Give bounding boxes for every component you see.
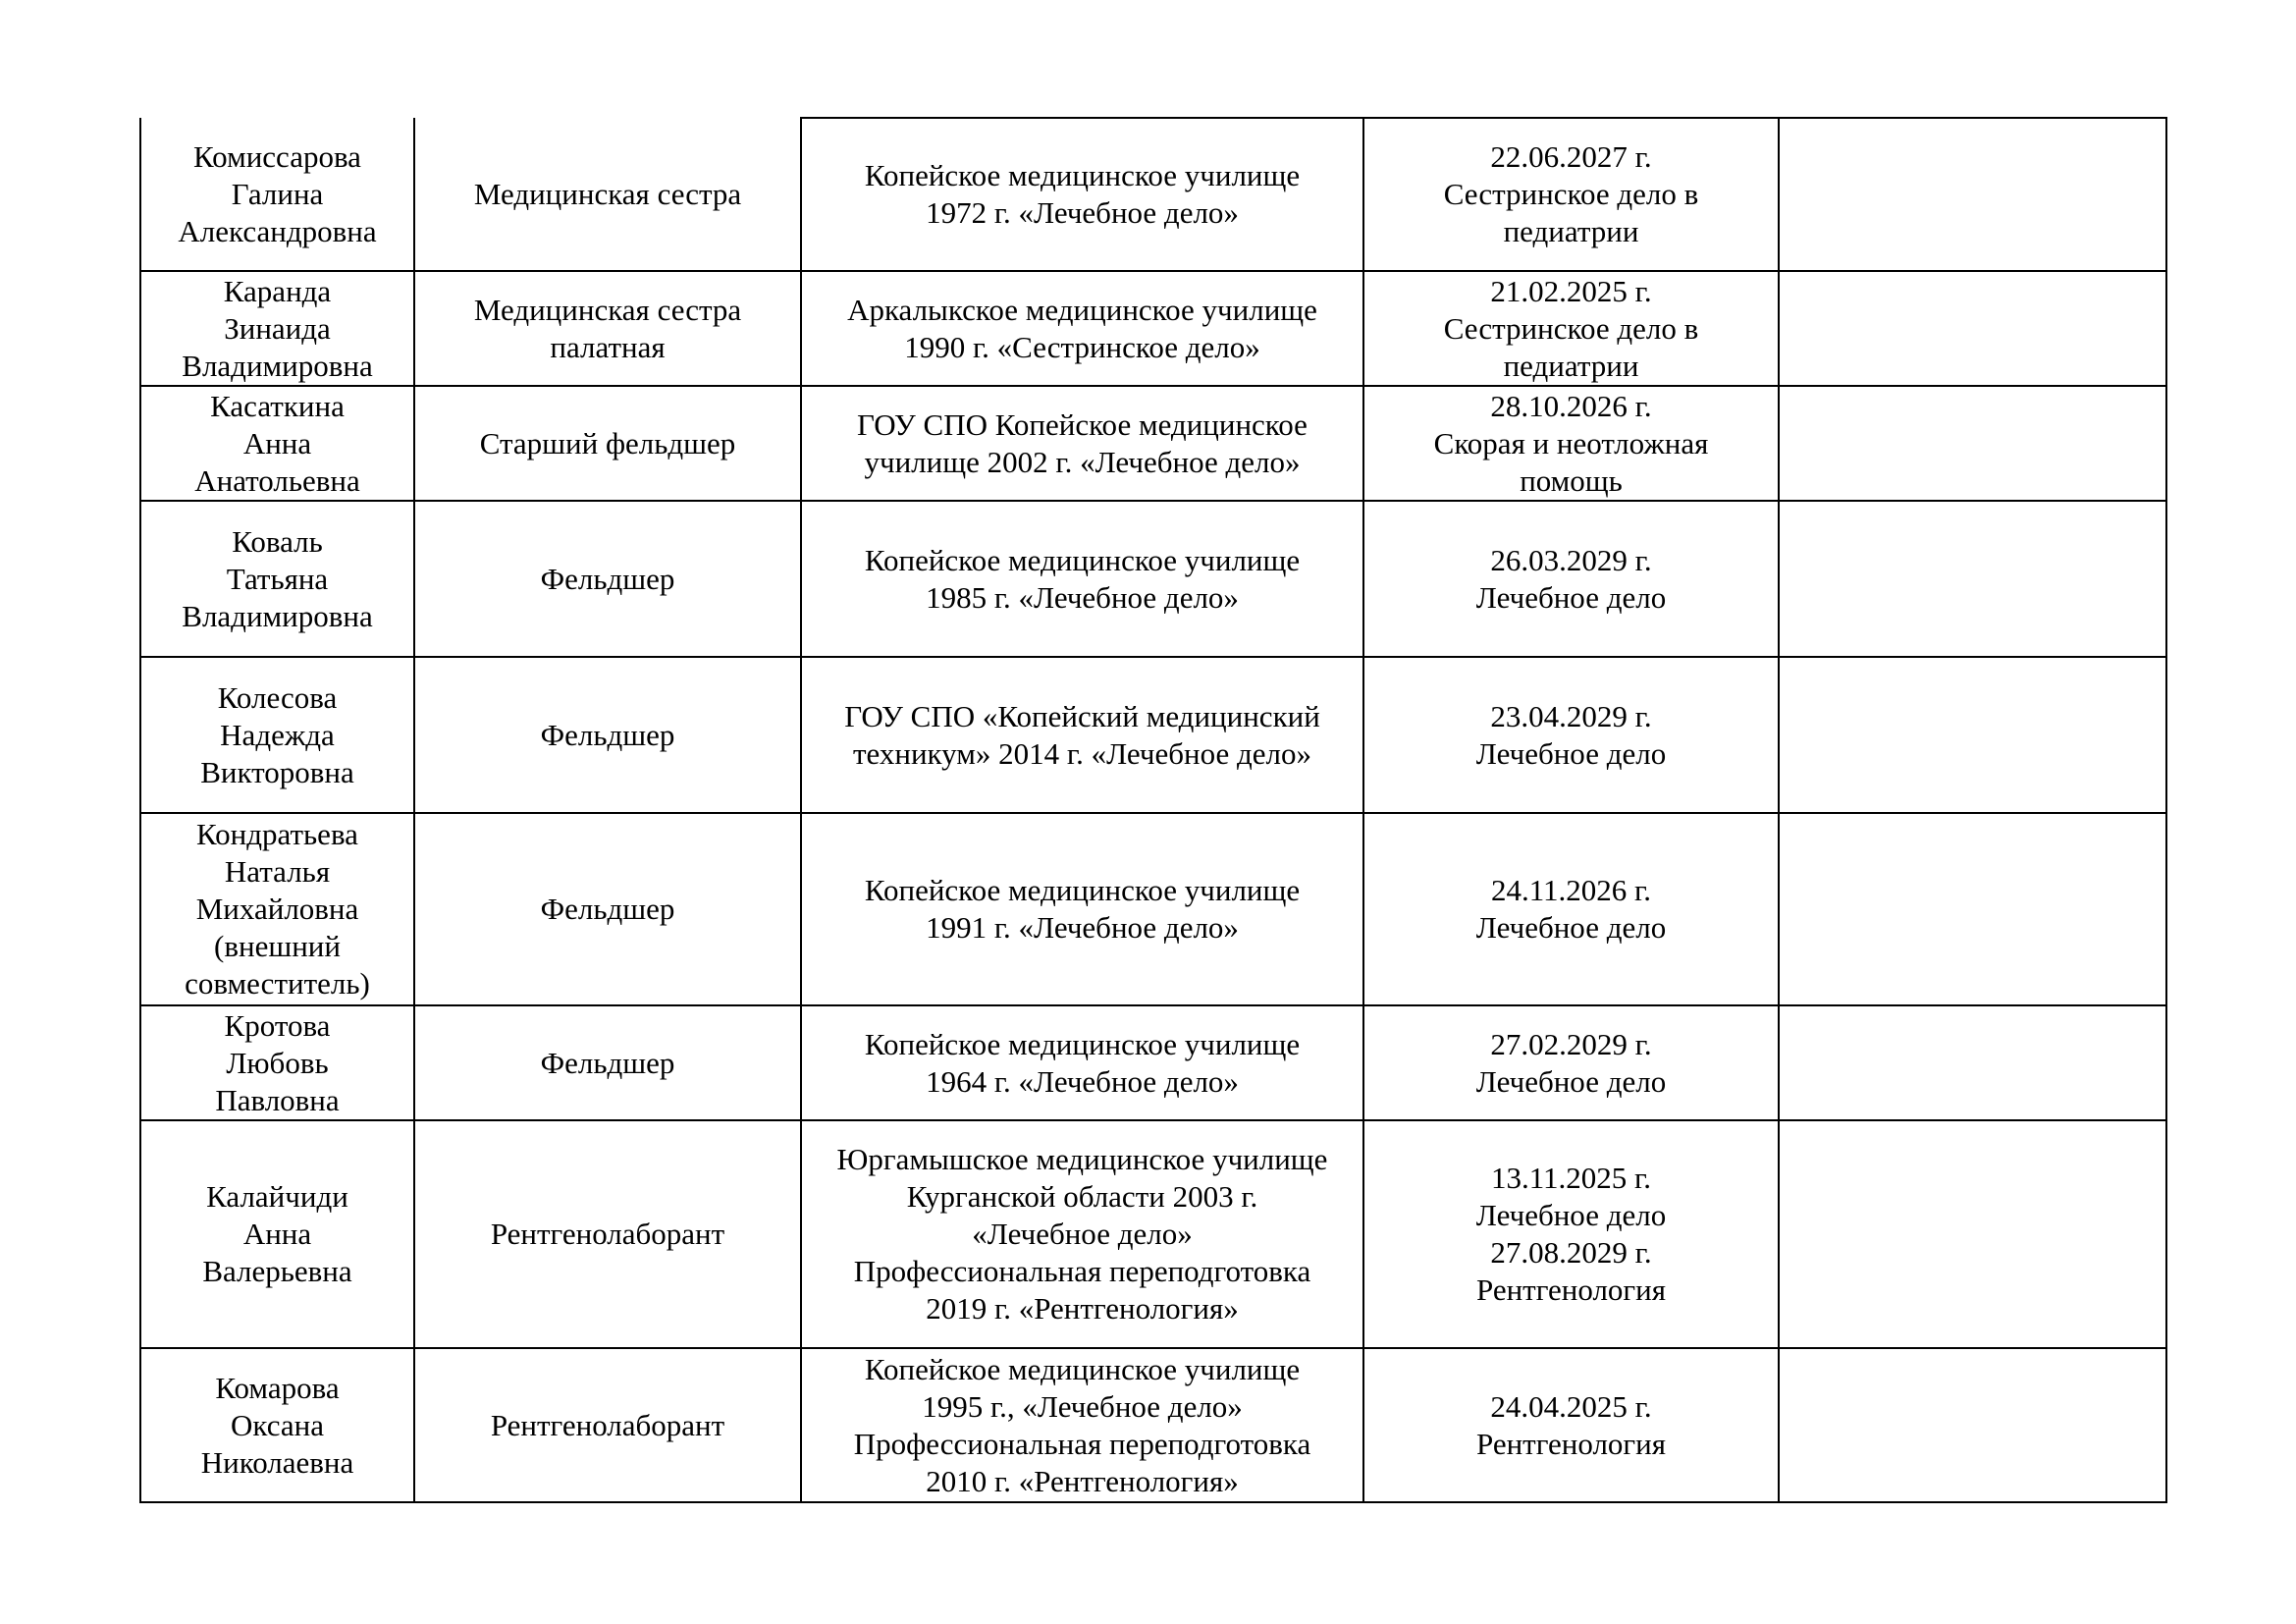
education-cell: Копейское медицинское училище 1964 г. «Лечебное дело» [801,1005,1363,1120]
notes-cell [1779,657,2166,813]
certificate-cell: 23.04.2029 г. Лечебное дело [1363,657,1779,813]
employee-name-cell: Касаткина Анна Анатольевна [140,386,414,501]
table-row [140,657,2166,813]
certificate-cell: 24.11.2026 г. Лечебное дело [1363,813,1779,1005]
table-row [140,501,2166,657]
table-row [140,1005,2166,1120]
employee-name-cell: Каранда Зинаида Владимировна [140,271,414,386]
education-cell: Аркалыкское медицинское училище 1990 г. «Сестринское дело» [801,271,1363,386]
notes-cell [1779,501,2166,657]
position-cell: Старший фельдшер [414,386,801,501]
certificate-cell: 27.02.2029 г. Лечебное дело [1363,1005,1779,1120]
employee-name-cell: Комиссарова Галина Александровна [140,118,414,271]
certificate-cell: 28.10.2026 г. Скорая и неотложная помощь [1363,386,1779,501]
table-row [140,813,2166,1005]
table-row [140,386,2166,501]
certificate-cell: 26.03.2029 г. Лечебное дело [1363,501,1779,657]
notes-cell [1779,813,2166,1005]
education-cell: Копейское медицинское училище 1991 г. «Лечебное дело» [801,813,1363,1005]
certificate-cell: 24.04.2025 г. Рентгенология [1363,1348,1779,1502]
table-row [140,1120,2166,1348]
education-cell: ГОУ СПО «Копейский медицинский техникум» 2014 г. «Лечебное дело» [801,657,1363,813]
education-cell: Копейское медицинское училище 1972 г. «Лечебное дело» [801,118,1363,271]
position-cell: Фельдшер [414,1005,801,1120]
employee-name-cell: Кротова Любовь Павловна [140,1005,414,1120]
position-cell: Рентгенолаборант [414,1120,801,1348]
education-cell: ГОУ СПО Копейское медицинское училище 2002 г. «Лечебное дело» [801,386,1363,501]
certificate-cell: 21.02.2025 г. Сестринское дело в педиатрии [1363,271,1779,386]
table-row [140,1348,2166,1502]
notes-cell [1779,1120,2166,1348]
employee-name-cell: Комарова Оксана Николаевна [140,1348,414,1502]
notes-cell [1779,1005,2166,1120]
employee-name-cell: Кондратьева Наталья Михайловна (внешний совместитель) [140,813,414,1005]
employee-name-cell: Коваль Татьяна Владимировна [140,501,414,657]
notes-cell [1779,1348,2166,1502]
notes-cell [1779,271,2166,386]
certificate-cell: 22.06.2027 г. Сестринское дело в педиатрии [1363,118,1779,271]
employee-name-cell: Калайчиди Анна Валерьевна [140,1120,414,1348]
staff-qualification-table [139,117,2167,1503]
education-cell: Копейское медицинское училище 1985 г. «Лечебное дело» [801,501,1363,657]
table-row [140,271,2166,386]
position-cell: Фельдшер [414,813,801,1005]
position-cell: Фельдшер [414,657,801,813]
employee-name-cell: Колесова Надежда Викторовна [140,657,414,813]
position-cell: Медицинская сестра [414,118,801,271]
position-cell: Медицинская сестра палатная [414,271,801,386]
notes-cell [1779,386,2166,501]
certificate-cell: 13.11.2025 г. Лечебное дело 27.08.2029 г. Рентгенология [1363,1120,1779,1348]
education-cell: Копейское медицинское училище 1995 г., «Лечебное дело» Профессиональная переподготовка 2010 г. «Рентгенология» [801,1348,1363,1502]
table-row [140,118,2166,271]
position-cell: Фельдшер [414,501,801,657]
notes-cell [1779,118,2166,271]
position-cell: Рентгенолаборант [414,1348,801,1502]
education-cell: Юргамышское медицинское училище Курганской области 2003 г. «Лечебное дело» Профессиональная переподготовка 2019 г. «Рентгенология» [801,1120,1363,1348]
